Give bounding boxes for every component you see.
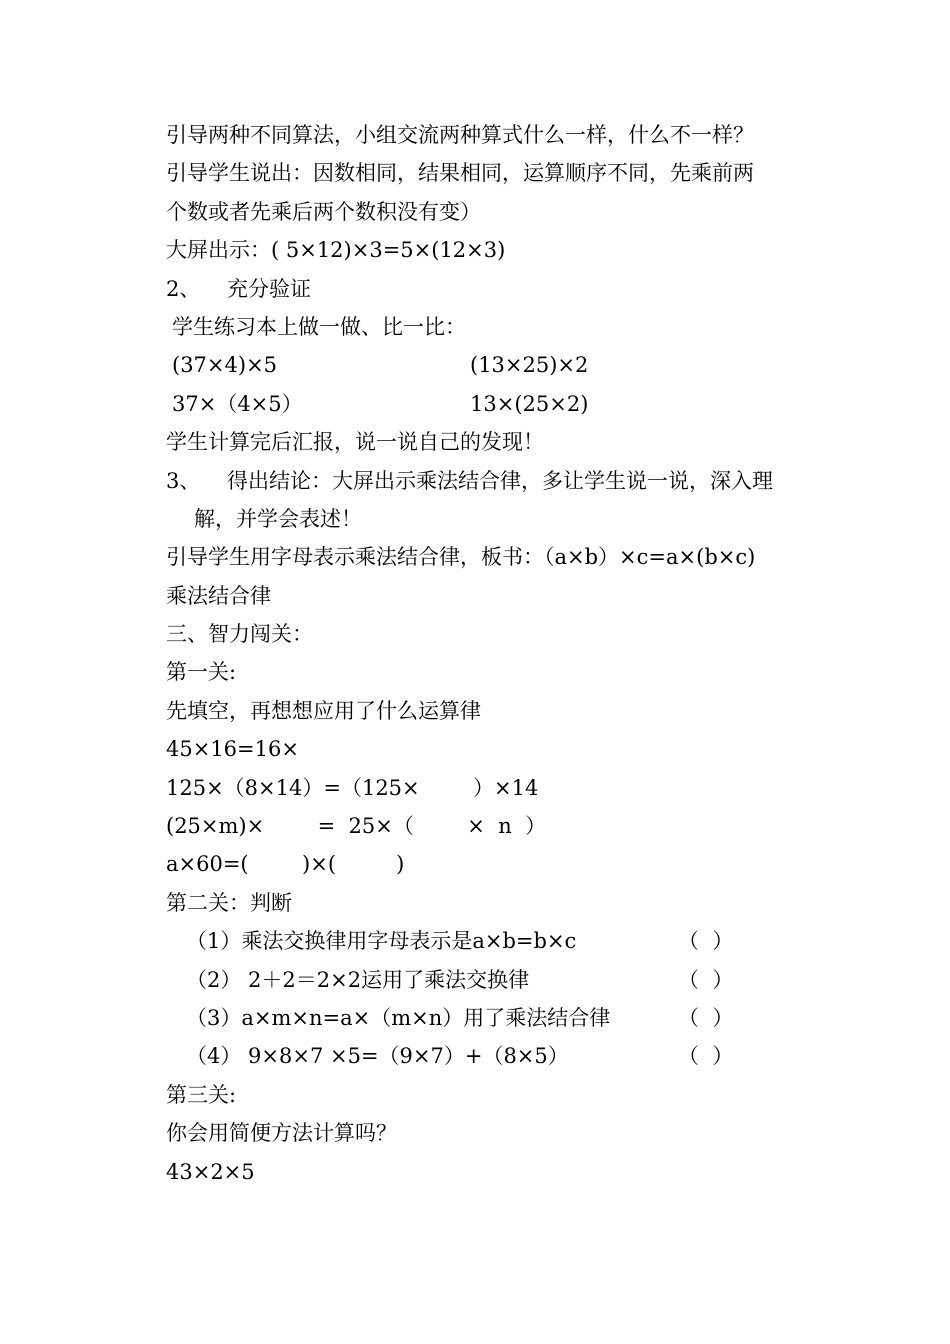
text-line: 引导两种不同算法，小组交流两种算式什么一样，什么不一样？: [166, 123, 754, 147]
text-line: 引导学生用字母表示乘法结合律，板书：（a×b）×c=a×(b×c): [166, 545, 756, 570]
exercise-right: 13×(25×2): [470, 391, 589, 416]
exercise-row: [166, 385, 826, 423]
exercise-left: 37×（4×5）: [172, 391, 303, 416]
judge-statement: （4） 9×8×7 ×5=（9×7）+（8×5）: [186, 1044, 569, 1069]
text-line: 大屏出示：( 5×12)×3=5×(12×3): [166, 238, 506, 263]
text-line: 先填空，再想想应用了什么运算律: [166, 698, 481, 723]
answer-paren: （ ）: [678, 1005, 734, 1030]
fill-blank-item: 45×16=16×: [166, 737, 299, 762]
text-line: 43×2×5: [166, 1159, 255, 1184]
level-heading: 第三关:: [166, 1082, 237, 1107]
fill-blank-item: (25×m)× = 25×（ × n ）: [166, 814, 547, 839]
judge-item: [166, 1037, 826, 1075]
fill-blank-item: a×60=( )×( ): [166, 852, 405, 877]
judge-item: [166, 922, 826, 960]
judge-statement: （3）a×m×n=a×（m×n）用了乘法结合律: [186, 1005, 611, 1030]
section-heading: 三、智力闯关：: [166, 622, 313, 647]
level-heading: 第二关：判断: [166, 890, 292, 915]
answer-paren: （ ）: [678, 967, 734, 992]
text-line: 引导学生说出：因数相同，结果相同，运算顺序不同，先乘前两: [166, 161, 754, 186]
section-heading: 2、 充分验证: [166, 276, 312, 301]
judge-statement: （1）乘法交换律用字母表示是a×b=b×c: [186, 929, 577, 954]
answer-paren: （ ）: [678, 929, 734, 954]
judge-statement: （2） 2＋2＝2×2运用了乘法交换律: [186, 967, 530, 992]
judge-item: [166, 999, 826, 1037]
text-line: 乘法结合律: [166, 583, 271, 608]
text-line: 解，并学会表述！: [194, 506, 362, 531]
exercise-left: (37×4)×5: [172, 353, 278, 378]
exercise-right: (13×25)×2: [470, 353, 589, 378]
text-line: 你会用简便方法计算吗？: [166, 1121, 397, 1146]
section-heading: 3、 得出结论：大屏出示乘法结合律，多让学生说一说，深入理: [166, 468, 774, 493]
text-line: 学生计算完后汇报，说一说自己的发现！: [166, 430, 544, 455]
lesson-content: [166, 116, 826, 1191]
level-heading: 第一关:: [166, 660, 237, 685]
fill-blank-item: 125×（8×14）=（125× ）×14: [166, 775, 539, 800]
answer-paren: （ ）: [678, 1044, 734, 1069]
text-line: 学生练习本上做一做、比一比：: [172, 314, 466, 339]
exercise-row: [166, 346, 826, 384]
judge-item: [166, 961, 826, 999]
text-line: 个数或者先乘后两个数积没有变）: [166, 199, 481, 224]
